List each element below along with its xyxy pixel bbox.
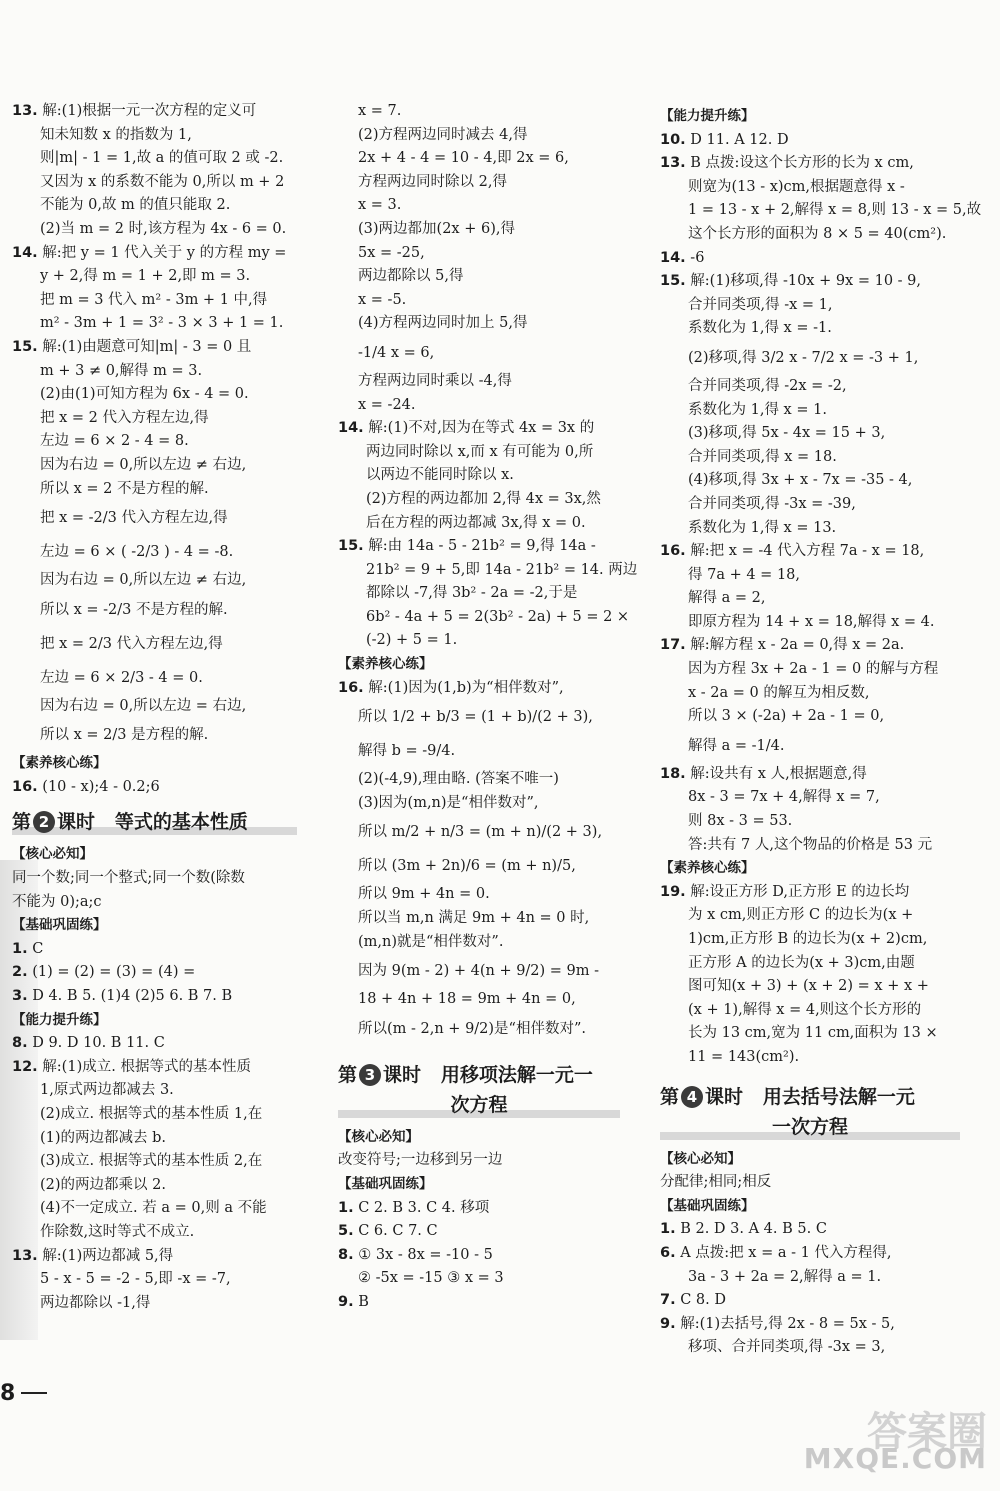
section-heading: 【基础巩固练】 (12, 917, 107, 934)
answer-line: 因为 9(m - 2) + 4(n + 9/2) = 9m - (358, 963, 600, 980)
section-heading: 【素养核心练】 (12, 755, 107, 772)
answer-line: 系数化为 1,得 x = 1. (688, 401, 827, 418)
answer-line: 因为右边 = 0,所以左边 ≠ 右边, (40, 456, 247, 473)
watermark-site: MXQE.COM (803, 1442, 987, 1475)
answer-line: 长为 13 cm,宽为 11 cm,面积为 13 × (688, 1025, 938, 1042)
answer-line: 所以 x = 2/3 是方程的解. (40, 727, 209, 744)
answer-line: 分配律;相同;相反 (660, 1174, 772, 1191)
answer-line: 17. 解:解方程 x - 2a = 0,得 x = 2a. (660, 637, 905, 654)
answer-line: 后在方程的两边都减 3x,得 x = 0. (366, 514, 586, 531)
answer-line: 都除以 -7,得 3b² - 2a = -2,于是 (366, 585, 578, 602)
answer-line: 8. D 9. D 10. B 11. C (12, 1035, 165, 1052)
answer-line: 所以 x = 2 不是方程的解. (40, 480, 209, 497)
answer-line: (2)方程两边同时减去 4,得 (358, 126, 528, 143)
section-heading: 【核心必知】 (338, 1128, 419, 1145)
answer-line: 方程两边同时乘以 -4,得 (358, 372, 512, 389)
answer-line: 15. 解:由 14a - 5 - 21b² = 9,得 14a - (338, 538, 596, 555)
answer-line: 两边同时除以 x,而 x 有可能为 0,所 (366, 443, 594, 460)
answer-line: 1 = 13 - x + 2,解得 x = 8,则 13 - x = 5,故 (688, 202, 982, 219)
answer-line: 把 x = -2/3 代入方程左边,得 (40, 510, 228, 527)
answer-line: (2)移项,得 3/2 x - 7/2 x = -3 + 1, (688, 349, 919, 366)
answer-line: 21b² = 9 + 5,即 14a - 21b² = 14. 两边 (366, 561, 638, 578)
answer-line: 合并同类项,得 -x = 1, (688, 296, 833, 313)
watermark-brand: 答案圈 (867, 1409, 987, 1455)
answer-line: y + 2,得 m = 1 + 2,即 m = 3. (40, 268, 251, 285)
answer-line: m + 3 ≠ 0,解得 m = 3. (40, 362, 203, 379)
answer-line: 这个长方形的面积为 8 × 5 = 40(cm²). (688, 225, 947, 242)
watermark-logo (803, 1400, 995, 1485)
answer-line: (3)两边都加(2x + 6),得 (358, 220, 515, 237)
answer-line: 14. -6 (660, 249, 705, 266)
answer-line: 所以 9m + 4n = 0. (358, 886, 490, 903)
answer-line: 两边都除以 5,得 (358, 268, 464, 285)
answer-line: 同一个数;同一个整式;同一个数(除数 (12, 870, 245, 887)
answer-line: 15. 解:(1)由题意可知|m| - 3 = 0 且 (12, 338, 252, 355)
section-heading: 【素养核心练】 (660, 860, 755, 877)
answer-line: x = 3. (358, 197, 402, 214)
answer-line: 18. 解:设共有 x 人,根据题意,得 (660, 765, 867, 782)
lesson-number-badge: 2 (33, 811, 55, 833)
answer-line: 2. (1) = (2) = (3) = (4) = (12, 964, 196, 981)
answer-line: x = -24. (358, 396, 416, 413)
page-number-text: 8 (0, 1381, 16, 1406)
answer-line: 解得 a = -1/4. (688, 737, 785, 754)
answer-line: 把 x = 2/3 代入方程左边,得 (40, 635, 223, 652)
answer-line: 系数化为 1,得 x = -1. (688, 320, 832, 337)
answer-line: 系数化为 1,得 x = 13. (688, 519, 837, 536)
answer-line: 所以 (3m + 2n)/6 = (m + n)/5, (358, 858, 576, 875)
section-heading: 【素养核心练】 (338, 656, 433, 673)
answer-line: 15. 解:(1)移项,得 -10x + 9x = 10 - 9, (660, 273, 922, 290)
answer-line: 即原方程为 14 + x = 18,解得 x = 4. (688, 613, 935, 630)
answer-line: (3)移项,得 5x - 4x = 15 + 3, (688, 425, 886, 442)
answer-line: 为 x cm,则正方形 C 的边长为(x + (688, 907, 914, 924)
answer-line: 1,原式两边都减去 3. (40, 1082, 174, 1099)
answer-line: (2)方程的两边都加 2,得 4x = 3x,然 (366, 490, 601, 507)
answer-line: 所以 1/2 + b/3 = (1 + b)/(2 + 3), (358, 709, 593, 726)
answer-line: 5x = -25, (358, 244, 425, 261)
answer-line: 则|m| - 1 = 1,故 a 的值可取 2 或 -2. (40, 150, 284, 167)
col1-lines (12, 100, 297, 799)
answer-line: 以两边不能同时除以 x. (366, 467, 514, 484)
col1b-lines (12, 843, 297, 1315)
answer-line: 8. ① 3x - 8x = -10 - 5 (338, 1246, 493, 1263)
answer-line: 所以 x = -2/3 不是方程的解. (40, 601, 228, 618)
answer-line: x = -5. (358, 291, 407, 308)
answer-line: x - 2a = 0 的解互为相反数, (688, 684, 870, 701)
answer-line: 把 m = 3 代入 m² - 3m + 1 中,得 (40, 291, 268, 308)
answer-line: 13. 解:(1)根据一元一次方程的定义可 (12, 103, 257, 119)
lesson-number-badge: 3 (359, 1064, 381, 1086)
section-heading: 【能力提升练】 (660, 108, 755, 124)
answer-line: 5 - x - 5 = -2 - 5,即 -x = -7, (40, 1271, 231, 1288)
answer-line: 移项、合并同类项,得 -3x = 3, (688, 1339, 886, 1356)
answer-line: 8x - 3 = 7x + 4,解得 x = 7, (688, 789, 880, 806)
answer-line: 1. B 2. D 3. A 4. B 5. C (660, 1221, 827, 1238)
answer-line: 图可知(x + 3) + (x + 2) = x + x + (688, 978, 929, 995)
section-heading: 【基础巩固练】 (338, 1176, 433, 1192)
lesson-title: 课时 用移项法解一元一 (383, 1063, 593, 1086)
answer-line: 1. C 2. B 3. C 4. 移项 (338, 1199, 490, 1216)
answer-line: (3)因为(m,n)是“相伴数对”, (358, 794, 539, 811)
answer-line: 则宽为(13 - x)cm,根据题意得 x - (688, 178, 905, 195)
lesson-number-badge: 4 (681, 1086, 703, 1108)
answer-line: 解得 b = -9/4. (358, 743, 456, 760)
answer-line: 5. C 6. C 7. C (338, 1223, 438, 1240)
col2b-lines (338, 1126, 620, 1315)
answer-line: (-2) + 5 = 1. (366, 632, 458, 649)
answer-line: 合并同类项,得 -3x = -39, (688, 495, 856, 512)
answer-line: 知未知数 x 的指数为 1, (40, 126, 192, 143)
answer-line: -1/4 x = 6, (358, 344, 435, 361)
col3-lines (660, 105, 982, 1070)
answer-line: 11 = 143(cm²). (688, 1048, 800, 1065)
answer-line: 16. 解:把 x = -4 代入方程 7a - x = 18, (660, 543, 925, 560)
section-heading: 【核心必知】 (660, 1150, 741, 1167)
answer-line: 2x + 4 - 4 = 10 - 4,即 2x = 6, (358, 150, 569, 167)
page-number (0, 1381, 47, 1406)
answer-line: 则 8x - 3 = 53. (688, 813, 793, 830)
answer-column-3 (660, 105, 982, 1360)
answer-line: (2)成立. 根据等式的基本性质 1,在 (40, 1106, 263, 1122)
answer-line: 3. D 4. B 5. (1)4 (2)5 6. B 7. B (12, 988, 233, 1005)
answer-line: 不能为 0,故 m 的值只能取 2. (40, 197, 231, 214)
lesson-prefix: 第 (12, 811, 32, 834)
answer-line: (2)(-4,9),理由略. (答案不唯一) (358, 771, 559, 788)
lesson-2-heading (12, 807, 297, 837)
answer-line: 9. 解:(1)去括号,得 2x - 8 = 5x - 5, (660, 1315, 895, 1332)
answer-line: 正方形 A 的边长为(x + 3)cm,由题 (688, 954, 915, 971)
lesson-title-line2: 次方程 (450, 1093, 508, 1116)
answer-line: 答:共有 7 人,这个物品的价格是 53 元 (688, 836, 933, 853)
answer-line: (1)的两边都减去 b. (40, 1129, 167, 1146)
col3b-lines (660, 1148, 960, 1360)
answer-line: 所以(m - 2,n + 9/2)是“相伴数对”. (358, 1020, 586, 1037)
answer-line: 两边都除以 -1,得 (40, 1294, 151, 1311)
lesson-title-line2: 一次方程 (771, 1115, 848, 1138)
answer-line: m² - 3m + 1 = 3² - 3 × 3 + 1 = 1. (40, 315, 284, 332)
answer-line: 改变符号;一边移到另一边 (338, 1152, 503, 1169)
answer-line: (2)当 m = 2 时,该方程为 4x - 6 = 0. (40, 220, 287, 237)
answer-line: 把 x = 2 代入方程左边,得 (40, 409, 209, 426)
answer-column-2 (338, 100, 638, 1315)
answer-line: 又因为 x 的系数不能为 0,所以 m + 2 (40, 173, 285, 190)
answer-line: (3)成立. 根据等式的基本性质 2,在 (40, 1153, 263, 1170)
answer-line: 得 7a + 4 = 18, (688, 566, 800, 583)
answer-line: 因为方程 3x + 2a - 1 = 0 的解与方程 (688, 661, 939, 678)
answer-line: 10. D 11. A 12. D (660, 131, 789, 148)
answer-line: 6. A 点拨:把 x = a - 1 代入方程得, (660, 1244, 892, 1261)
answer-line: 3a - 3 + 2a = 2,解得 a = 1. (688, 1268, 882, 1285)
answer-line: 13. B 点拨:设这个长方形的长为 x cm, (660, 155, 914, 172)
answer-line: 6b² - 4a + 5 = 2(3b² - 2a) + 5 = 2 × (366, 608, 630, 625)
answer-line: (m,n)就是“相伴数对”. (358, 933, 504, 950)
lesson-prefix: 第 (660, 1085, 680, 1108)
answer-line: 12. 解:(1)成立. 根据等式的基本性质 (12, 1058, 251, 1075)
answer-line: 因为右边 = 0,所以左边 = 右边, (40, 697, 247, 714)
answer-line: 19. 解:设正方形 D,正方形 E 的边长均 (660, 883, 910, 900)
lesson-prefix: 第 (338, 1063, 358, 1086)
answer-line: 1)cm,正方形 B 的边长为(x + 2)cm, (688, 931, 928, 947)
answer-line: 1. C (12, 940, 44, 957)
answer-line: 所以 m/2 + n/3 = (m + n)/(2 + 3), (358, 824, 603, 841)
section-heading: 【能力提升练】 (12, 1011, 107, 1028)
answer-line: (x + 1),解得 x = 4,则这个长方形的 (688, 1001, 922, 1018)
answer-line: 合并同类项,得 -2x = -2, (688, 377, 847, 394)
answer-line: 14. 解:(1)不对,因为在等式 4x = 3x 的 (338, 420, 595, 437)
answer-line: (4)移项,得 3x + x - 7x = -35 - 4, (688, 472, 913, 489)
answer-line: 不能为 0);a;c (12, 893, 102, 910)
answer-column-1 (12, 100, 297, 1315)
answer-line: (2)由(1)可知方程为 6x - 4 = 0. (40, 386, 249, 403)
answer-line: 7. C 8. D (660, 1292, 726, 1309)
answer-line: 14. 解:把 y = 1 代入关于 y 的方程 my = (12, 244, 287, 261)
answer-line: 方程两边同时除以 2,得 (358, 173, 507, 190)
answer-line: (4)不一定成立. 若 a = 0,则 a 不能 (40, 1200, 267, 1217)
answer-line: 16. 解:(1)因为(1,b)为“相伴数对”, (338, 679, 564, 696)
lesson-3-heading (338, 1060, 620, 1120)
col2-lines (338, 100, 638, 1046)
lesson-title: 课时 等式的基本性质 (57, 811, 248, 834)
answer-line: (4)方程两边同时加上 5,得 (358, 315, 528, 332)
answer-line: 解得 a = 2, (688, 590, 766, 607)
answer-line: 所以 3 × (-2a) + 2a - 1 = 0, (688, 708, 885, 725)
answer-line: 18 + 4n + 18 = 9m + 4n = 0, (358, 991, 576, 1008)
lesson-title: 课时 用去括号法解一元 (705, 1085, 915, 1108)
answer-line: 左边 = 6 × 2 - 4 = 8. (40, 433, 189, 450)
answer-line: ② -5x = -15 ③ x = 3 (358, 1270, 504, 1287)
answer-line: 13. 解:(1)两边都减 5,得 (12, 1247, 174, 1264)
answer-line: 左边 = 6 × ( -2/3 ) - 4 = -8. (40, 544, 234, 561)
section-heading: 【基础巩固练】 (660, 1197, 755, 1214)
answer-line: 9. B (338, 1293, 369, 1310)
answer-line: 合并同类项,得 x = 18. (688, 448, 837, 465)
lesson-4-heading (660, 1082, 960, 1142)
answer-line: 因为右边 = 0,所以左边 ≠ 右边, (40, 572, 247, 589)
answer-line: 左边 = 6 × 2/3 - 4 = 0. (40, 669, 203, 686)
answer-line: x = 7. (358, 103, 402, 119)
answer-line: 所以当 m,n 满足 9m + 4n = 0 时, (358, 910, 590, 927)
answer-line: (2)的两边都乘以 2. (40, 1176, 166, 1193)
answer-line: 作除数,这时等式不成立. (40, 1223, 195, 1240)
answer-line: 16. (10 - x);4 - 0.2;6 (12, 778, 160, 795)
section-heading: 【核心必知】 (12, 846, 93, 863)
